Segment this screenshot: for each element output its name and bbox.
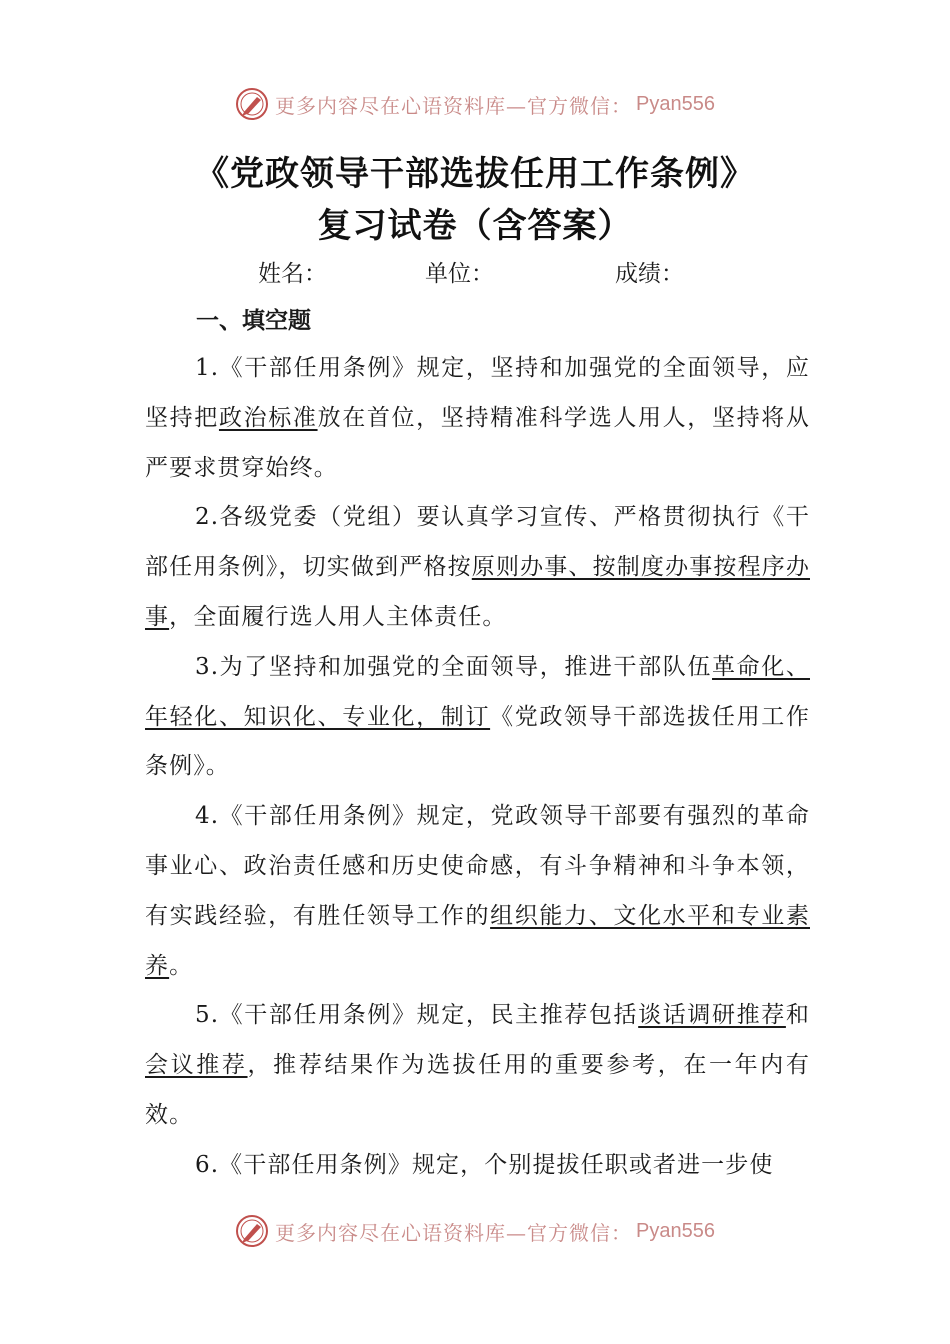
unit-field-label: 单位： [425,261,494,287]
question-6: 6.《干部任用条例》规定，个别提拔任职或者进一步使 [195,1151,774,1178]
answer-blank: 革命化、年轻化、知识化、专业化，制订 [145,653,810,730]
answer-blank: 政治标准 [218,404,318,431]
watermark-banner-top [0,84,950,124]
watermark-text: 更多内容尽在心语资料库—官方微信： [275,93,633,118]
watermark-wechat-id: Pyan556 [636,1219,715,1242]
info-fields [0,255,950,287]
answer-blank: 会议推荐 [145,1052,248,1079]
question-5: 5.《干部任用条例》规定，民主推荐包括谈话调研推荐和会议推荐，推荐结果作为选拔任用的重要参考，在一年内有效。 [145,1002,810,1128]
doc-title: 《党政领导干部选拔任用工作条例》 [195,154,755,194]
answer-blank: 原则办事、按制度办事按程序办事 [145,554,810,630]
question-3: 3.为了坚持和加强党的全面领导，推进干部队伍革命化、年轻化、知识化、专业化，制订《党政领导干部选拔任用工作条例》。 [145,653,810,780]
pen-logo-icon [235,1214,269,1248]
answer-blank: 组织能力、文化水平和专业素养 [145,902,810,979]
name-field-label: 姓名： [258,261,327,287]
doc-subtitle: 复习试卷（含答案） [317,206,633,246]
question-list [145,344,810,1191]
score-field-label: 成绩： [615,261,684,287]
pen-logo-icon [235,87,269,121]
section-heading: 一、填空题 [196,308,311,334]
watermark-wechat-id: Pyan556 [636,92,715,115]
answer-blank: 谈话调研推荐 [638,1002,786,1029]
watermark-text: 更多内容尽在心语资料库—官方微信： [275,1220,633,1245]
question-2: 2.各级党委（党组）要认真学习宣传、严格贯彻执行《干部任用条例》，切实做到严格按原则办事、按制度办事按程序办事，全面履行选人用人主体责任。 [145,504,810,630]
question-4: 4.《干部任用条例》规定，党政领导干部要有强烈的革命事业心、政治责任感和历史使命感，有斗争精神和斗争本领，有实践经验，有胜任领导工作的组织能力、文化水平和专业素养。 [145,803,810,979]
watermark-banner-bottom [0,1211,950,1251]
question-1: 1.《干部任用条例》规定，坚持和加强党的全面领导，应坚持把政治标准放在首位，坚持精准科学选人用人，坚持将从严要求贯穿始终。 [145,355,810,481]
